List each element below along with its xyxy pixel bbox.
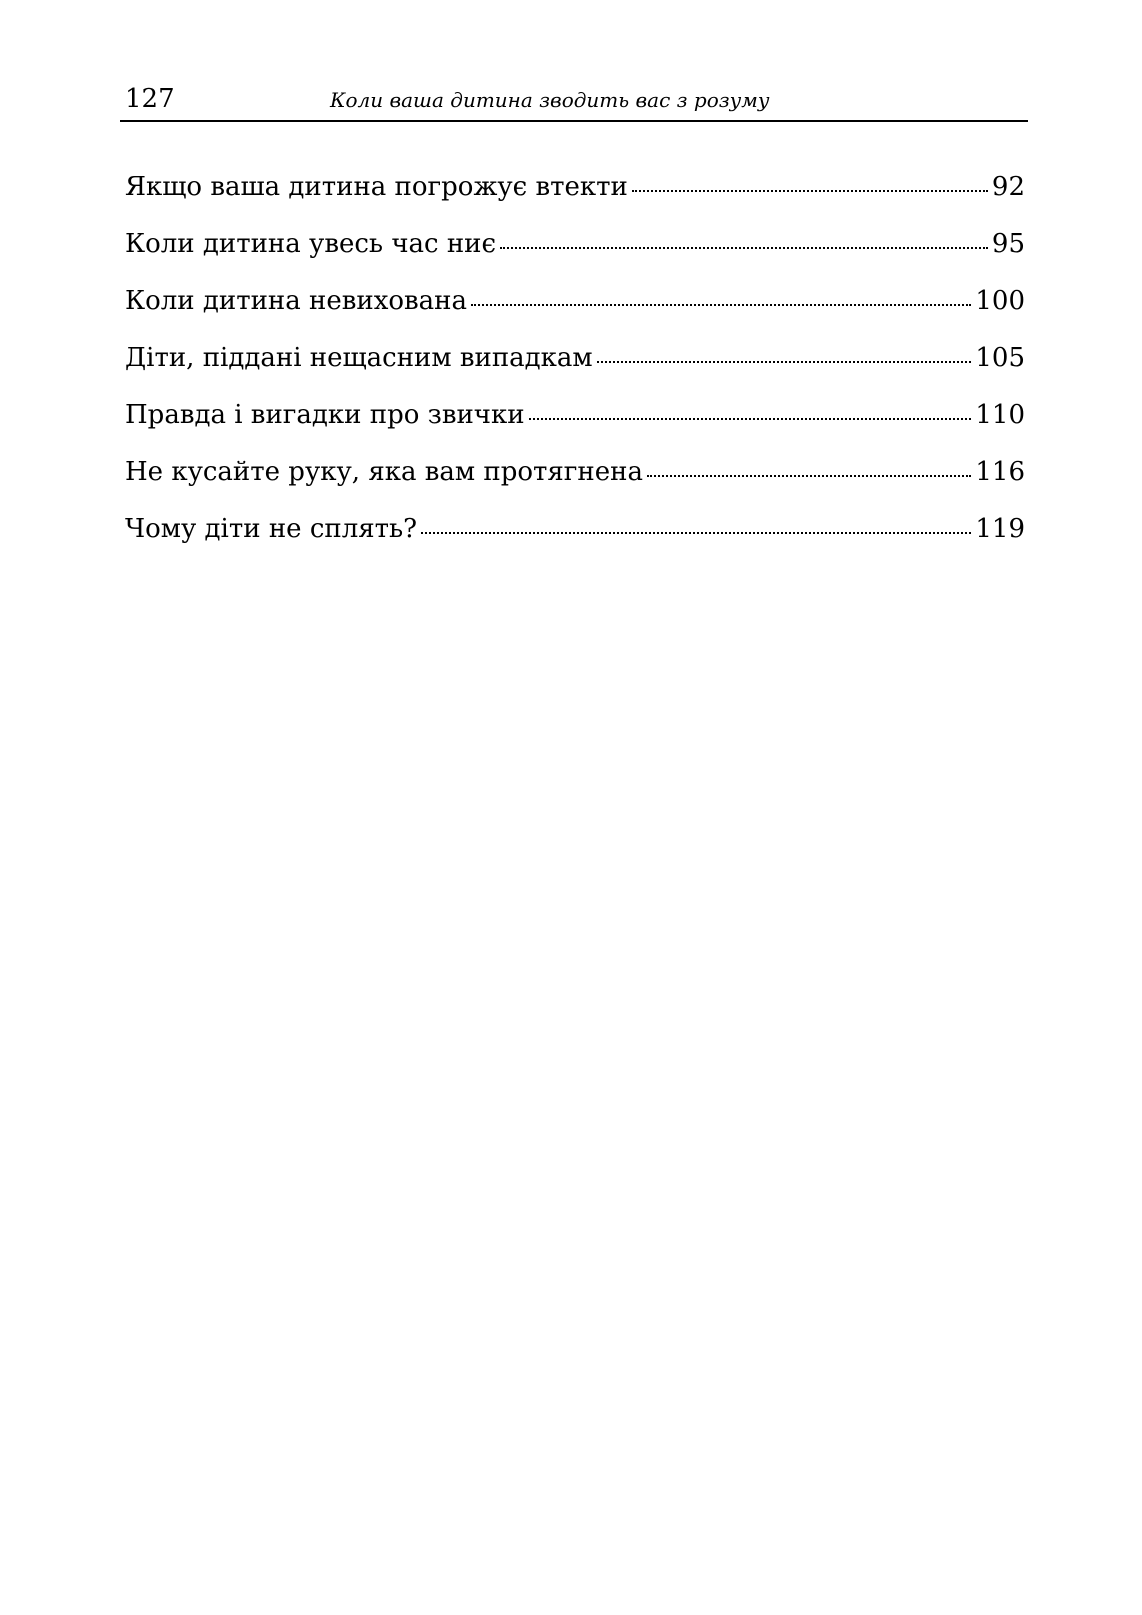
toc-entry <box>125 229 1025 286</box>
toc-dot-leader <box>529 418 972 420</box>
toc-dot-leader <box>647 475 971 477</box>
toc-entry-title: Коли дитина невихована <box>125 286 467 316</box>
toc-entry <box>125 457 1025 514</box>
toc-dot-leader <box>500 247 988 249</box>
toc-entry-page: 110 <box>975 400 1025 430</box>
table-of-contents <box>125 172 1025 571</box>
toc-entry-page: 105 <box>975 343 1025 373</box>
toc-entry-title: Не кусайте руку, яка вам протягнена <box>125 457 643 487</box>
toc-dot-leader <box>421 532 971 534</box>
toc-entry-page: 119 <box>975 514 1025 544</box>
toc-entry <box>125 172 1025 229</box>
toc-dot-leader <box>632 190 988 192</box>
toc-entry-title: Чому діти не сплять? <box>125 514 418 544</box>
toc-entry-page: 116 <box>975 457 1025 487</box>
toc-entry-title: Якщо ваша дитина погрожує втекти <box>125 172 628 202</box>
toc-entry-title: Коли дитина увесь час ниє <box>125 229 497 259</box>
toc-entry <box>125 400 1025 457</box>
toc-entry <box>125 286 1025 343</box>
toc-entry-page: 92 <box>991 172 1025 202</box>
running-title: Коли ваша дитина зводить вас з розуму <box>330 88 770 112</box>
toc-entry <box>125 514 1025 571</box>
toc-entry-page: 95 <box>991 229 1025 259</box>
page-number: 127 <box>125 84 175 114</box>
toc-entry-title: Діти, піддані нещасним випадкам <box>125 343 593 373</box>
toc-dot-leader <box>471 304 971 306</box>
toc-entry-title: Правда і вигадки про звички <box>125 400 525 430</box>
page-header <box>120 80 1028 122</box>
toc-entry-page: 100 <box>975 286 1025 316</box>
toc-entry <box>125 343 1025 400</box>
toc-dot-leader <box>597 361 972 363</box>
